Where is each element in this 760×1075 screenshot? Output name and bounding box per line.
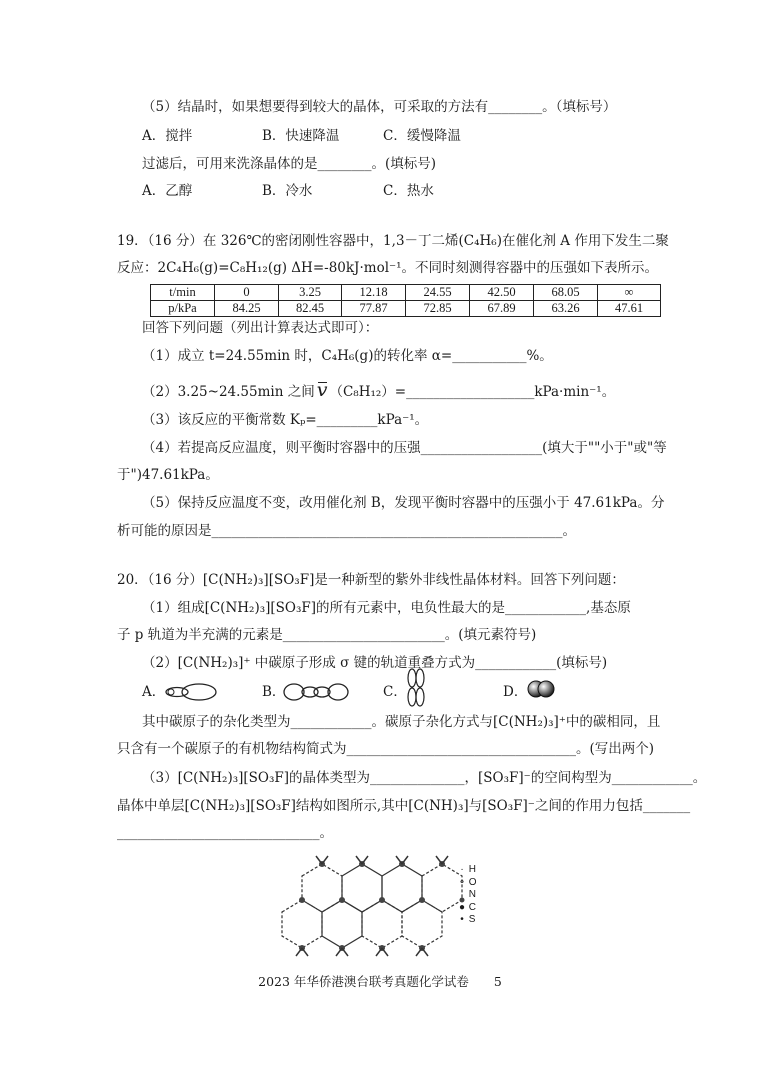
- table-cell: 63.26: [534, 301, 598, 317]
- q19-sub2-text-b: （C₈H₁₂）=___________________kPa·min⁻¹。: [329, 384, 616, 400]
- table-cell: 72.85: [406, 301, 470, 317]
- q18-part5: （5）结晶时，如果想要得到较大的晶体，可采取的方法有________。（填标号）: [142, 99, 617, 115]
- table-cell: t/min: [151, 285, 215, 301]
- orbital-s-s-icon: [526, 678, 556, 700]
- table-cell: 67.89: [470, 301, 534, 317]
- q18-wash-option-c: C．热水: [383, 183, 434, 199]
- q18-wash-option-a: A．乙醇: [142, 183, 193, 199]
- table-cell: 84.25: [215, 301, 279, 317]
- orbital-option-a-label: A．: [142, 684, 166, 700]
- q19-intro-line1: 19．（16 分）在 326℃的密闭刚性容器中，1,3－丁二烯(C₄H₆)在催化剂 A 作用下发生二聚: [117, 233, 669, 249]
- element-legend: [458, 864, 477, 927]
- orbital-option-c-label: C．: [383, 684, 407, 700]
- table-row-pressure: [151, 301, 661, 317]
- orbital-option-d-label: D．: [503, 684, 528, 700]
- q19-instruction: 回答下列问题（列出计算表达式即可）：: [142, 320, 379, 336]
- q18-option-c: C．缓慢降温: [383, 128, 461, 144]
- legend-label: H: [468, 864, 477, 875]
- q19-sub2: [142, 381, 615, 401]
- q19-sub2-text-a: （2）3.25~24.55min 之间: [142, 384, 315, 400]
- q19-sub5-line2: 析可能的原因是____________________________________________________。: [117, 523, 576, 539]
- q18-option-a: A．搅拌: [142, 128, 193, 144]
- q20-sub3-line1: （3）[C(NH₂)₃][SO₃F]的晶体类型为______________，[SO₃F]⁻的空间构型为____________。: [142, 770, 707, 786]
- q18-wash: 过滤后，可用来洗涤晶体的是________。(填标号): [142, 156, 437, 172]
- orbital-option-b-label: B．: [262, 684, 286, 700]
- table-cell: 3.25: [279, 285, 342, 301]
- page-footer: 2023 年华侨港澳台联考真题化学试卷 5: [258, 974, 502, 989]
- q20-sub1-line2: 子 p 轨道为半充满的元素是________________________。(填元素符号): [117, 627, 537, 643]
- legend-label: O: [468, 876, 477, 888]
- table-cell: 12.18: [342, 285, 406, 301]
- pressure-table: [150, 284, 661, 317]
- q20-sub2: （2）[C(NH₂)₃]⁺ 中碳原子形成 σ 键的轨道重叠方式为____________(填标号): [142, 655, 608, 671]
- table-cell: 77.87: [342, 301, 406, 317]
- q19-sub4-line1: （4）若提高反应温度，则平衡时容器中的压强__________________(填大于""小于"或"等: [142, 440, 667, 456]
- table-cell: 47.61: [598, 301, 661, 317]
- q20-intro: 20．（16 分）[C(NH₂)₃][SO₃F]是一种新型的紫外非线性晶体材料。回答下列问题：: [117, 572, 625, 588]
- q19-sub3: （3）该反应的平衡常数 Kₚ=_________kPa⁻¹。: [142, 412, 429, 428]
- legend-label: N: [468, 889, 477, 900]
- legend-item: [458, 889, 477, 902]
- table-cell: ∞: [598, 285, 661, 301]
- v-bar-symbol: v: [316, 379, 328, 401]
- q19-intro-line2: 反应：2C₄H₆(g)=C₈H₁₂(g) ΔH=-80kJ·mol⁻¹。不同时刻测得容器中的压强如下表所示。: [117, 260, 659, 276]
- q20-sub3-line3: ______________________________。: [117, 825, 333, 841]
- legend-item: • S: [460, 914, 476, 925]
- q19-sub1: （1）成立 t=24.55min 时，C₄H₆(g)的转化率 α=___________%。: [142, 348, 553, 364]
- q18-wash-option-b: B．冷水: [262, 183, 313, 199]
- legend-label: S: [468, 914, 476, 925]
- q20-hybrid-line1: 其中碳原子的杂化类型为____________。碳原子杂化方式与[C(NH₂)₃]⁺中的碳相同，且: [142, 714, 661, 730]
- q20-hybrid-line2: 只含有一个碳原子的有机物结构简式为__________________________________。(写出两个): [117, 741, 655, 757]
- orbital-p-sideways-icon: [403, 668, 431, 708]
- table-cell: p/kPa: [151, 301, 215, 317]
- orbital-p-p-headon-icon: [283, 679, 349, 705]
- q18-option-b: B．快速降温: [262, 128, 340, 144]
- q20-sub3-line2: 晶体中单层[C(NH₂)₃][SO₃F]结构如图所示,其中[C(NH)₃]与[SO₃F]⁻之间的作用力包括_______: [117, 798, 691, 814]
- q20-sub1-line1: （1）组成[C(NH₂)₃][SO₃F]的所有元素中，电负性最大的是____________,基态原: [142, 600, 631, 616]
- q19-sub5-line1: （5）保持反应温度不变，改用催化剂 B，发现平衡时容器中的压强小于 47.61kPa。分: [142, 495, 665, 511]
- table-cell: 24.55: [406, 285, 470, 301]
- table-row-time: [151, 285, 661, 301]
- legend-label: C: [468, 901, 477, 913]
- legend-item: · H: [460, 864, 477, 875]
- q19-sub4-line2: 于")47.61kPa。: [117, 467, 219, 483]
- table-cell: 82.45: [279, 301, 342, 317]
- legend-item: ● C: [458, 901, 477, 913]
- table-cell: 0: [215, 285, 279, 301]
- table-cell: 42.50: [470, 285, 534, 301]
- legend-item: ∘ O: [458, 876, 477, 888]
- orbital-sp-overlap-icon: [163, 680, 225, 704]
- table-cell: 68.05: [534, 285, 598, 301]
